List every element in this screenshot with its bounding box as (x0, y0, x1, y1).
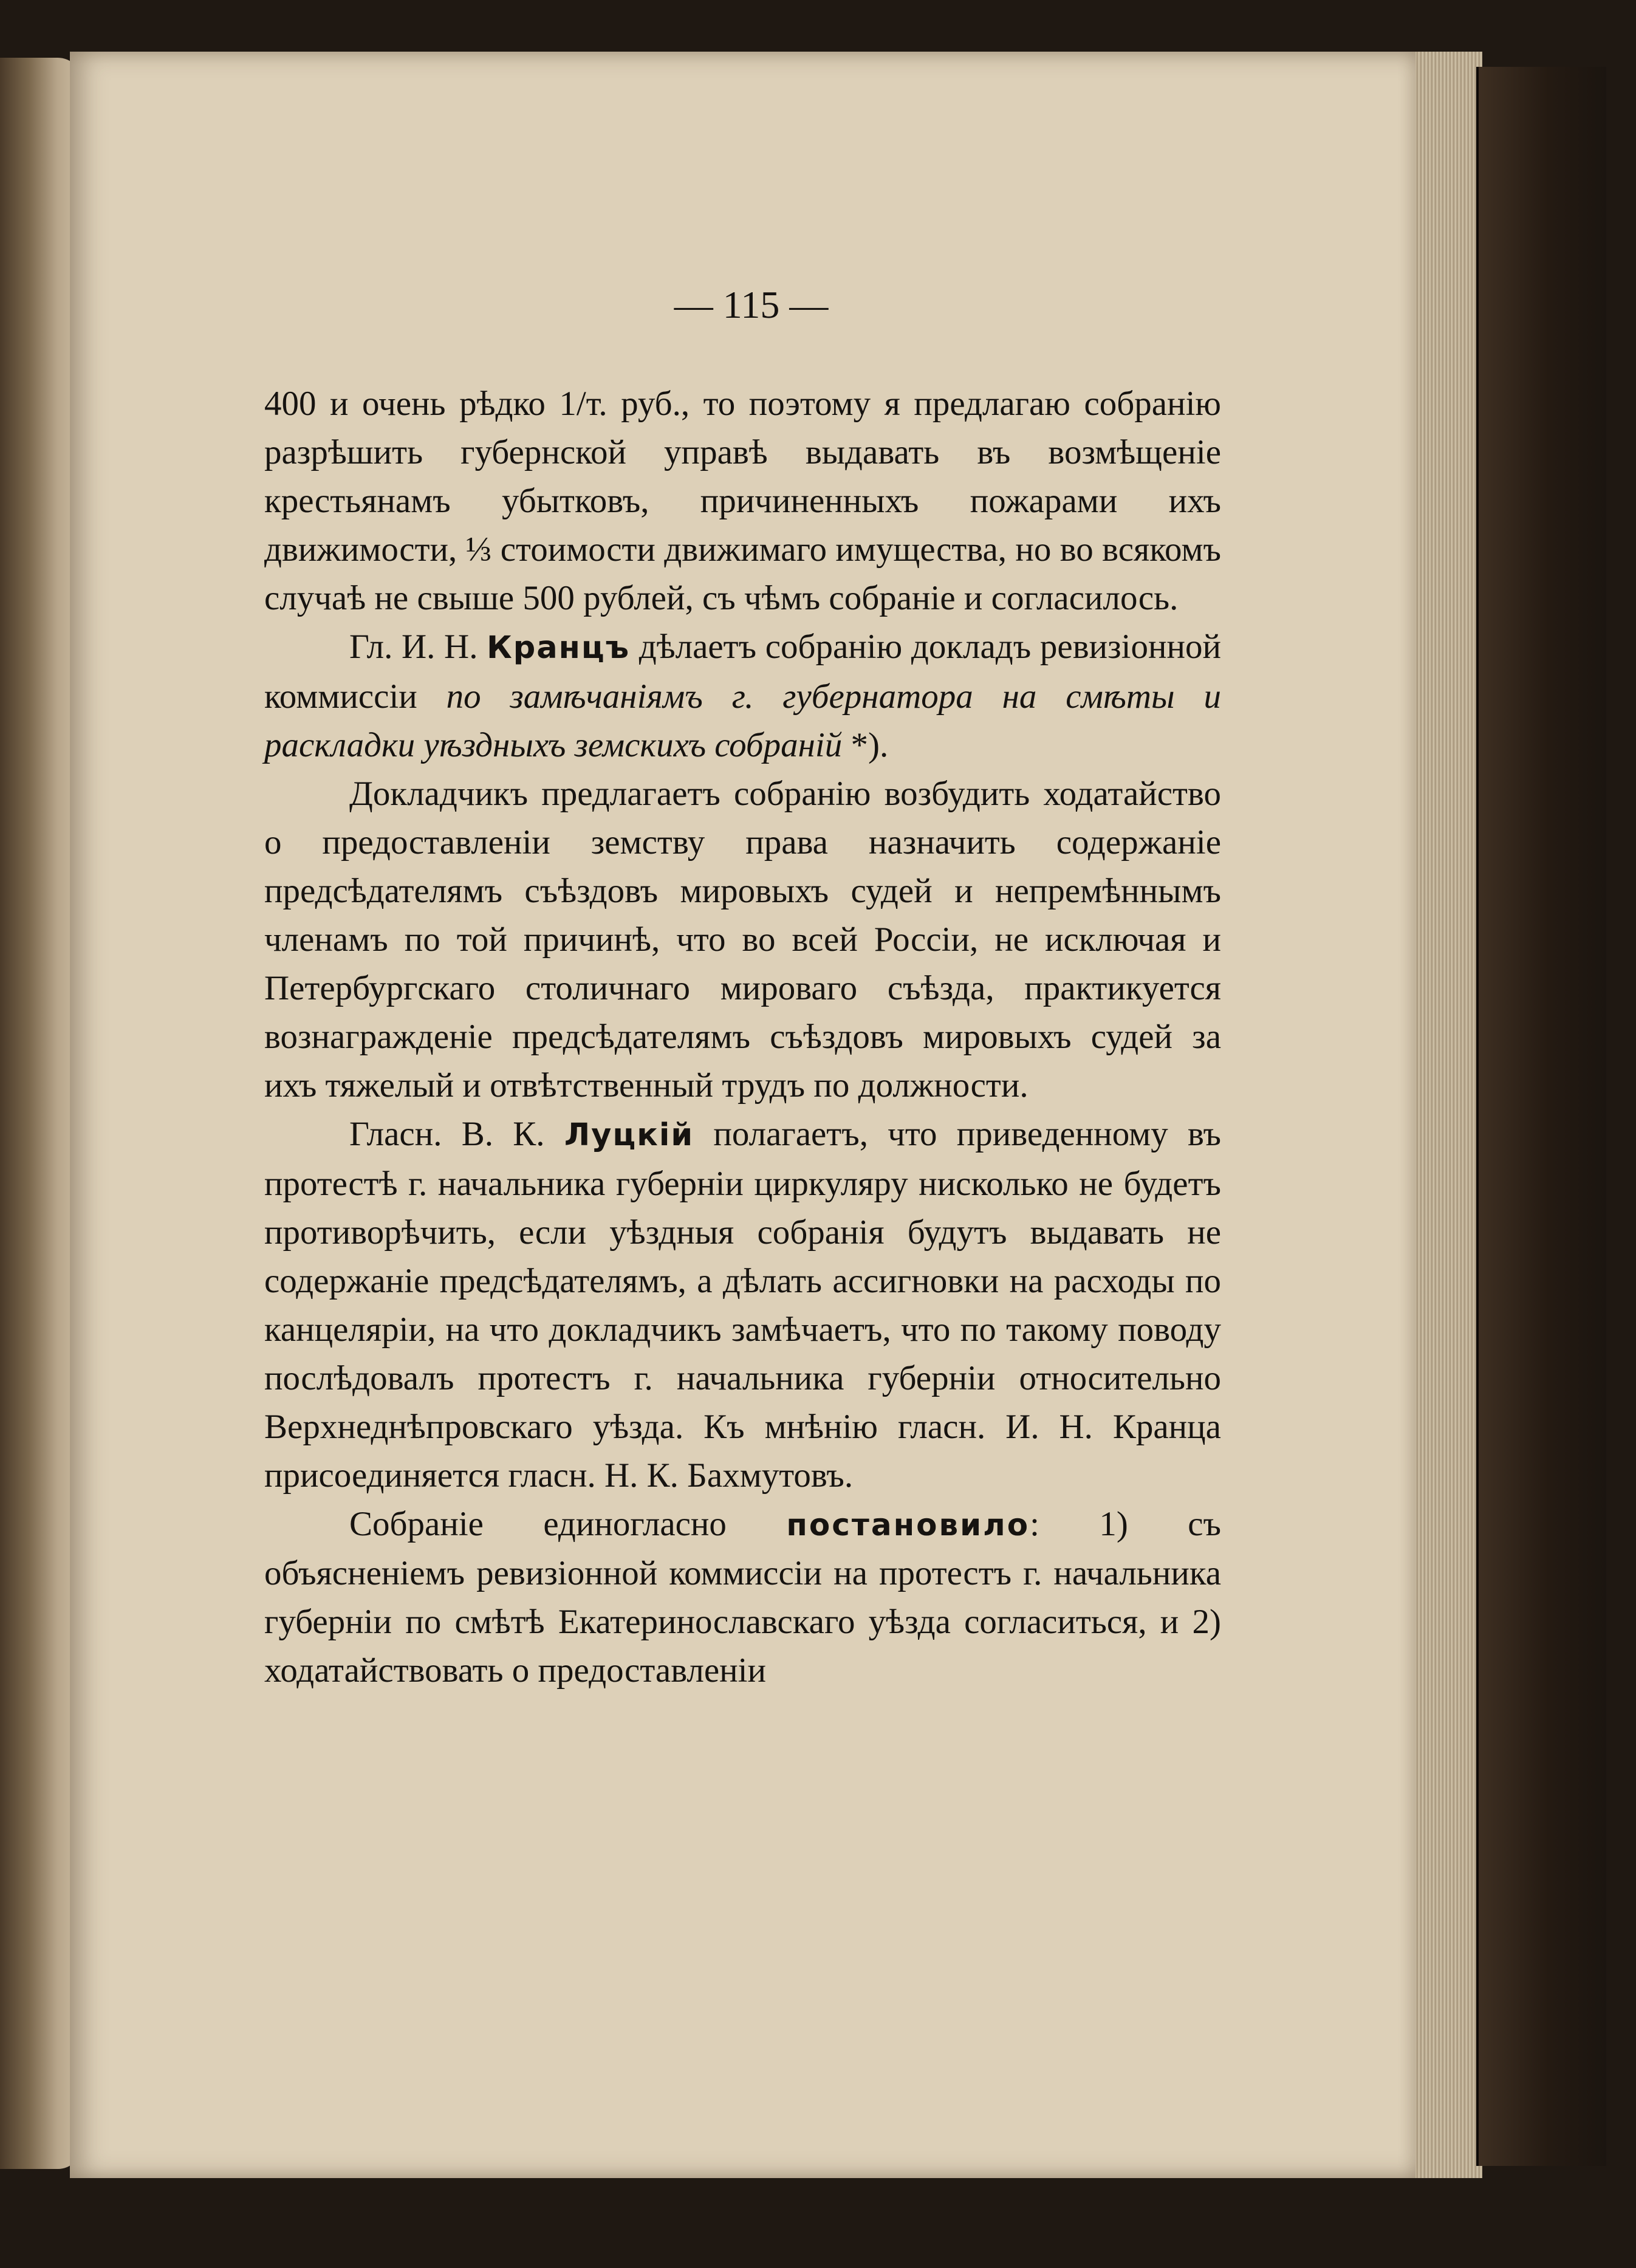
footnote-mark: *). (842, 726, 889, 764)
speaker-name: Кранцъ (487, 630, 631, 666)
paragraph-5 (264, 1500, 1221, 1695)
paragraph-4-text: полагаетъ, что приведенному въ протестѣ г. начальника губерніи циркуляру нисколько не будетъ противорѣчить, если уѣздныя собранія будутъ выдавать не содержаніе предсѣдателямъ, а дѣлать ассигновки на расходы по канцеляріи, на что докладчикъ замѣчаетъ, что по такому поводу послѣдовалъ протестъ г. начальника губерніи относительно Верхнеднѣпровскаго уѣзда. Къ мнѣнію гласн. И. Н. Кранца присоединяется гласн. Н. К. Бахмутовъ. (264, 1115, 1221, 1495)
paragraph-2-text: дѣлаетъ собранію докладъ ревизіонной коммиссіи (264, 628, 1221, 716)
page-stack-edge (1415, 52, 1482, 2178)
paragraph-5-lead: Собраніе единогласно (349, 1505, 787, 1543)
body-text (264, 380, 1221, 1695)
paragraph-2-lead: Гл. И. Н. (349, 628, 487, 666)
paragraph-5-text: : 1) съ объясненіемъ ревизіонной коммиссіи на протестъ г. начальника губерніи по смѣтѣ Екатеринославскаго уѣзда согласиться, и 2) ходатайствовать о предоставленіи (264, 1505, 1222, 1690)
paragraph-4 (264, 1110, 1221, 1500)
resolution-keyword: постановило (786, 1507, 1030, 1543)
paragraph-3-text: Докладчикъ предлагаетъ собранію возбудить ходатайство о предоставленіи земству права назначить содержаніе предсѣдателямъ съѣздовъ мировыхъ судей и непремѣннымъ членамъ по той причинѣ, что во всей Россіи, не исключая и Петербургскаго столичнаго мироваго съѣзда, практикуется вознагражденіе предсѣдателямъ съѣздовъ мировыхъ судей за ихъ тяжелый и отвѣтственный трудъ по должности. (264, 775, 1221, 1105)
report-topic: по замѣчаніямъ г. губернатора на смѣты и раскладки уѣздныхъ земскихъ собраній (264, 677, 1221, 764)
paragraph-2 (264, 623, 1221, 770)
paragraph-1 (264, 380, 1221, 623)
speaker-name: Луцкій (564, 1117, 694, 1153)
paragraph-4-lead: Гласн. В. К. (349, 1115, 564, 1153)
page-number: — 115 — (674, 283, 829, 326)
paragraph-1-text: 400 и очень рѣдко 1/т. руб., то поэтому я предлагаю собранію разрѣшить губернской управѣ выдавать въ возмѣщеніе крестьянамъ убытковъ, причиненныхъ пожарами ихъ движимости, ⅓ стоимости движимаго имущества, но во всякомъ случаѣ не свыше 500 рублей, съ чѣмъ собраніе и согласилось. (264, 385, 1221, 617)
book-cover (1476, 67, 1606, 2166)
paragraph-3 (264, 770, 1221, 1110)
